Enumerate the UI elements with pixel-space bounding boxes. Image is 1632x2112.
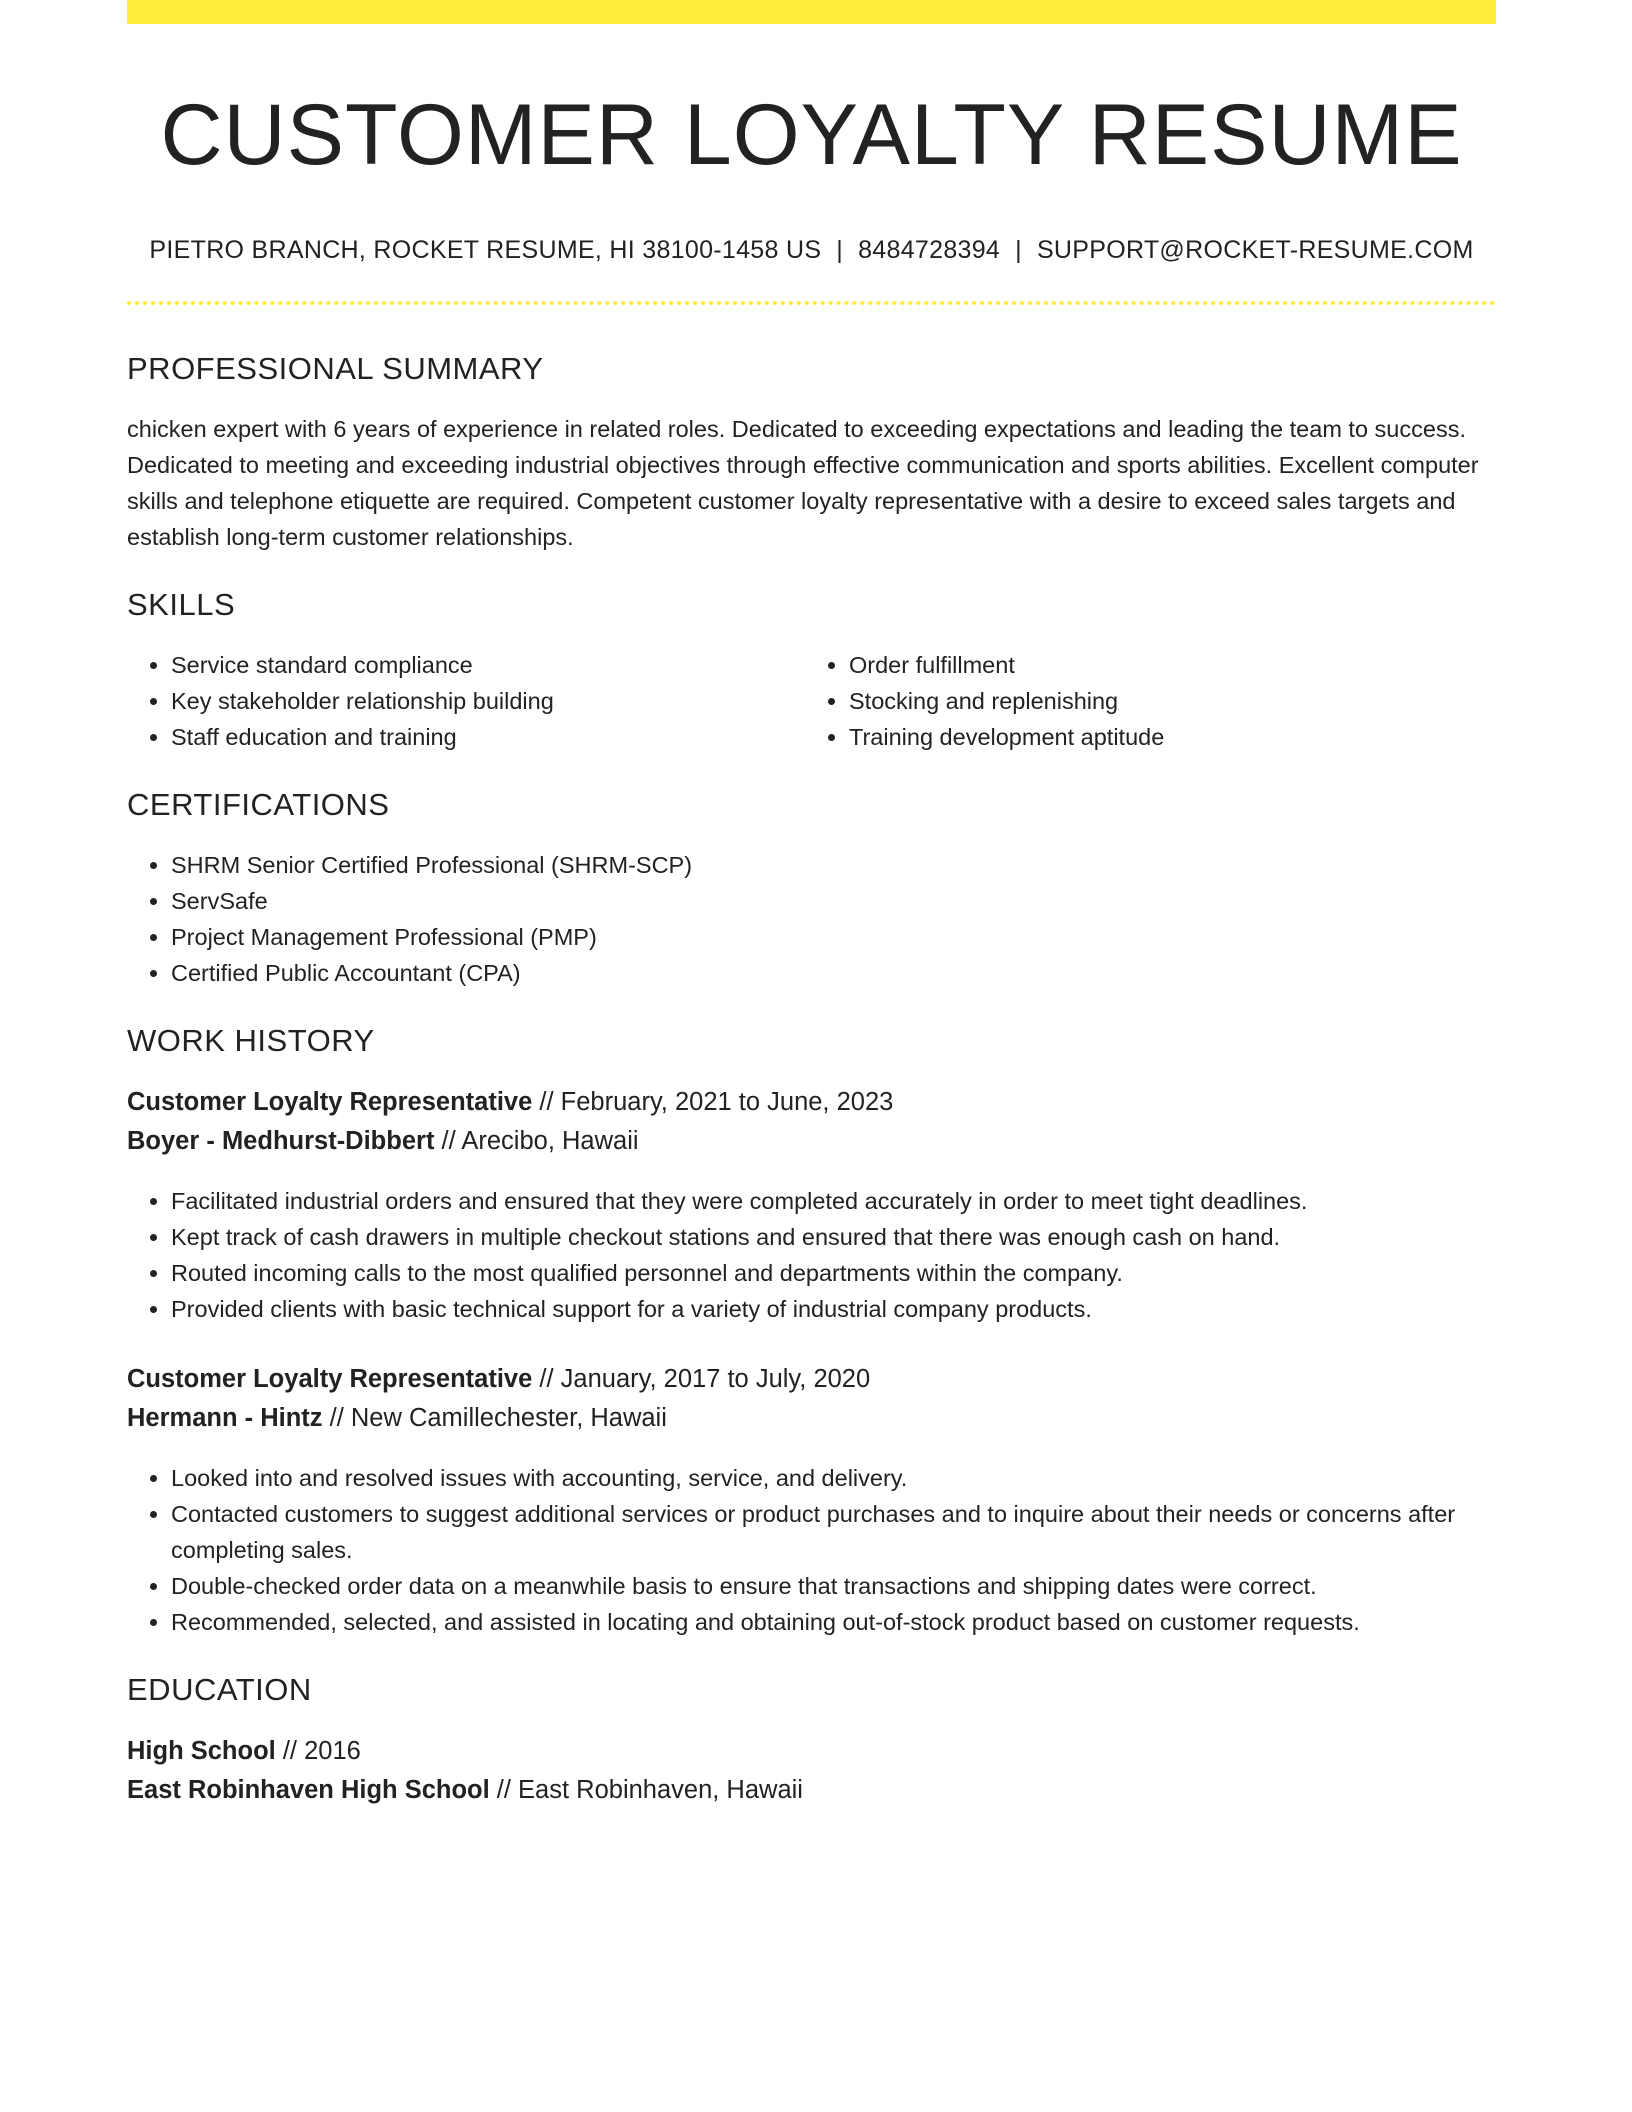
job-location: // Arecibo, Hawaii bbox=[441, 1127, 639, 1155]
job-company-line bbox=[127, 1122, 1496, 1161]
contact-email: SUPPORT@ROCKET-RESUME.COM bbox=[1036, 236, 1474, 264]
job-duty: • Facilitated industrial orders and ensured that they were completed accurately in order to meet tight deadlines. bbox=[171, 1183, 1496, 1219]
contact-separator: | bbox=[1015, 236, 1022, 264]
job-duty: • Double-checked order data on a meanwhile basis to ensure that transactions and shipping dates were correct. bbox=[171, 1568, 1496, 1604]
job-duties-list bbox=[127, 1183, 1496, 1327]
certification-item: • Certified Public Accountant (CPA) bbox=[171, 955, 1496, 991]
contact-address: PIETRO BRANCH, ROCKET RESUME, HI 38100-1458 US bbox=[149, 236, 822, 264]
job-duty: • Contacted customers to suggest additional services or product purchases and to inquire about their needs or concerns after completing sales. bbox=[171, 1496, 1496, 1568]
accent-top-bar bbox=[127, 0, 1496, 24]
job-role: Customer Loyalty Representative bbox=[127, 1365, 533, 1393]
job-duty: • Kept track of cash drawers in multiple checkout stations and ensured that there was enough cash on hand. bbox=[171, 1219, 1496, 1255]
skill-item: • Training development aptitude bbox=[849, 719, 1489, 755]
job-entry bbox=[127, 1360, 1496, 1640]
job-company-line bbox=[127, 1399, 1496, 1438]
skills-list-right bbox=[801, 647, 1489, 755]
dotted-divider bbox=[127, 301, 1496, 305]
job-duty: • Looked into and resolved issues with accounting, service, and delivery. bbox=[171, 1460, 1496, 1496]
section-title-certifications: CERTIFICATIONS bbox=[127, 787, 390, 822]
certifications-list bbox=[127, 847, 1496, 991]
education-school: East Robinhaven High School bbox=[127, 1776, 490, 1804]
job-duty: • Routed incoming calls to the most qualified personnel and departments within the company. bbox=[171, 1255, 1496, 1291]
section-title-summary: PROFESSIONAL SUMMARY bbox=[127, 351, 544, 386]
job-company: Boyer - Medhurst-Dibbert bbox=[127, 1127, 435, 1155]
skill-item: • Staff education and training bbox=[171, 719, 801, 755]
section-title-education: EDUCATION bbox=[127, 1672, 312, 1707]
section-title-skills: SKILLS bbox=[127, 587, 236, 622]
education-year: // 2016 bbox=[282, 1737, 361, 1765]
summary-text: chicken expert with 6 years of experience in related roles. Dedicated to exceeding expectations and leading the team to success. Dedicated to meeting and exceeding industrial objectives through effective communication and sports abilities. Excellent computer skills and telephone etiquette are required. Competent customer loyalty representative with a desire to exceed sales targets and establish long-term customer relationships. bbox=[127, 416, 1479, 550]
job-duties-list bbox=[127, 1460, 1496, 1640]
education-entry bbox=[127, 1732, 1496, 1810]
education-location: // East Robinhaven, Hawaii bbox=[496, 1776, 803, 1804]
skill-item: • Service standard compliance bbox=[171, 647, 801, 683]
job-company: Hermann - Hintz bbox=[127, 1404, 323, 1432]
job-role-line bbox=[127, 1360, 1496, 1399]
certification-item: • SHRM Senior Certified Professional (SHRM-SCP) bbox=[171, 847, 1496, 883]
job-dates: // January, 2017 to July, 2020 bbox=[539, 1365, 871, 1393]
skill-item: • Order fulfillment bbox=[849, 647, 1489, 683]
education-school-line bbox=[127, 1771, 1496, 1810]
job-role: Customer Loyalty Representative bbox=[127, 1088, 533, 1116]
skill-item: • Stocking and replenishing bbox=[849, 683, 1489, 719]
job-duty: • Provided clients with basic technical support for a variety of industrial company products. bbox=[171, 1291, 1496, 1327]
education-degree-line bbox=[127, 1732, 1496, 1771]
education-degree: High School bbox=[127, 1737, 276, 1765]
skills-grid bbox=[127, 647, 1496, 755]
resume-page bbox=[127, 0, 1496, 1810]
skills-list-left bbox=[127, 647, 801, 755]
contact-phone: 8484728394 bbox=[858, 236, 1001, 264]
certification-item: • ServSafe bbox=[171, 883, 1496, 919]
contact-separator: | bbox=[836, 236, 844, 264]
job-dates: // February, 2021 to June, 2023 bbox=[539, 1088, 894, 1116]
job-entry bbox=[127, 1083, 1496, 1327]
job-duty: • Recommended, selected, and assisted in locating and obtaining out-of-stock product based on customer requests. bbox=[171, 1604, 1496, 1640]
contact-line bbox=[127, 234, 1496, 266]
section-title-work-history: WORK HISTORY bbox=[127, 1023, 375, 1058]
job-role-line bbox=[127, 1083, 1496, 1122]
job-location: // New Camillechester, Hawaii bbox=[329, 1404, 667, 1432]
certification-item: • Project Management Professional (PMP) bbox=[171, 919, 1496, 955]
skill-item: • Key stakeholder relationship building bbox=[171, 683, 801, 719]
resume-title: CUSTOMER LOYALTY RESUME bbox=[160, 87, 1463, 183]
